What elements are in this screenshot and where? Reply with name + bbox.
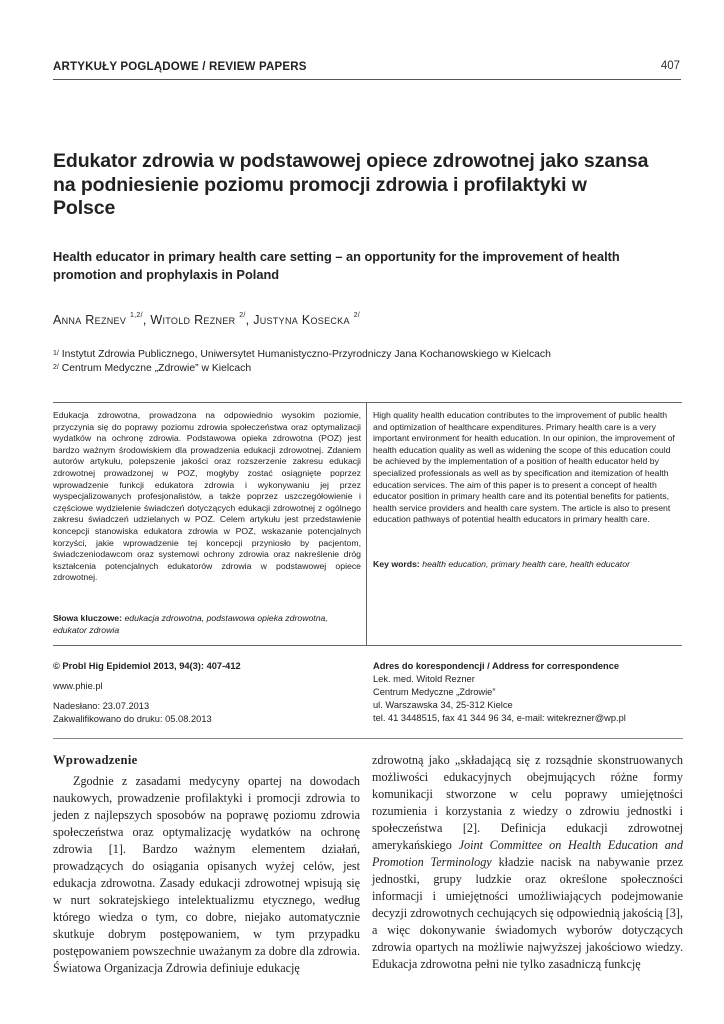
received-date: Nadesłano: 23.07.2013 [53,701,150,711]
correspondence-name: Lek. med. Witold Rezner [373,674,475,684]
keywords-en [373,559,682,571]
body-column-left [53,752,360,977]
body-text: zdrowotną jako „składającą się z rozsądnie skonstruowanych możliwości edukacyjnych obejmujących różne formy komunikacji stworzone w celu poprawy umiejętności rozumienia i korzystania z wiedzy o zdrowiu jednostki i społeczeństwa [2]. Definicja edukacji zdrowotnej amerykańskiego [372,753,683,852]
accepted-date: Zakwalifikowano do druku: 05.08.2013 [53,714,212,724]
abstract-divider [366,403,367,645]
keywords-label: Key words: [373,559,420,569]
author-affiliation-mark: 2/ [239,312,246,319]
keywords-pl [53,613,363,636]
author-affiliation-mark: 1,2/ [129,312,143,319]
page-number: 407 [660,60,680,72]
author-name: Anna Reznev [53,313,127,327]
abstract-en: High quality health education contributes to the improvement of public health and optimization of healthcare expenditures. Primary health care is a very important environment for health education. In our opinion, the improvement of health education quality as well as widening the scope of this education could be achieved by the implementation of a position of health educator held by specialized professionals as well as by specification and itemization of health education services. The aim of this paper is to present a concept of health educator position in primary health care and its potential benefits for patients, health service providers and health care system. The article is also to present education pathways of potential health educators in primary health care. [373,410,675,525]
header-divider [53,79,681,80]
correspondence-org: Centrum Medyczne „Zdrowie” [373,687,496,697]
author-name: Witold Rezner [150,313,236,327]
correspondence-contact: tel. 41 3448515, fax 41 344 96 34, e-mail: witekrezner@wp.pl [373,713,626,723]
abstract-box [53,402,682,646]
journal-citation: © Probl Hig Epidemiol 2013, 94(3): 407-412 [53,661,241,671]
author-list: Anna Reznev $^{1,2/}$, Witold Rezner $^{2/}$, Justyna Kosecka $^{2/}$ [53,312,361,327]
section-label: ARTYKUŁY POGLĄDOWE / REVIEW PAPERS [53,61,307,73]
abstract-pl: Edukacja zdrowotna, prowadzona na odpowiednio wysokim poziomie, przyczynia się do poprawy poziomu zdrowia społeczeństwa oraz optymalizacji wydatków na ochronę zdrowia. Podstawowa opieka zdrowotna (POZ) jest bardzo ważnym środowiskiem dla prowadzenia edukacji zdrowotnej. Zdaniem autorów artykułu, polepszenie jakości oraz rozszerzenie zakresu edukacji zdrowotnej prowadzonej w POZ, mogłyby zostać osiągnięte poprzez wprowadzenie funkcji edukatora zdrowia i wykonywaniu jej przez wyspecjalizowanych profesjonalistów, a także poprzez uszczegółowienie i częściowe wydzielenie świadczeń dotyczących edukacji zdrowotnej z ogólnego zakresu świadczeń udzielanych w POZ. Celem artykułu jest przedstawienie koncepcji stanowiska edukatora zdrowia w POZ, wskazanie potencjalnych korzyści, jakie wprowadzenie tej koncepcji przyniosło by pacjentom, świadczeniodawcom oraz systemowi ochrony zdrowia oraz nakreślenie dróg kształcenia potencjalnych edukatorów zdrowia w podstawowej opiece zdrowotnej. [53,410,361,583]
keywords-value: health education, primary health care, health educator [422,559,630,569]
journal-url[interactable]: www.phie.pl [53,681,103,691]
body-paragraph: Zgodnie z zasadami medycyny opartej na dowodach naukowych, prowadzenie profilaktyki i promocji zdrowia to jeden z najlepszych sposobów na poprawę poziomu zdrowia społeczeństwa oraz optymalizację wydatków na ochronę zdrowia [1]. Bardzo ważnym elementem działań, prowadzących do osiągania opisanych wyżej celów, jest edukacja zdrowotna. Zasady edukacji zdrowotnej wpisują się w nurt sokratejskiego intelektualizmu etycznego, według którego wiedza o tym, co dobre, niejako automatycznie skutkuje dobrym postępowaniem, w tym przypadku postępowaniem powszechnie uważanym za dobre dla zdrowia. Światowa Organizacja Zdrowia definiuje edukację [53,774,360,975]
body-text: kładzie nacisk na nabywanie przez jednostki, grupy ludzkie oraz określone społeczności informacji i umiejętności umożliwiających podejmowanie decyzji zdrowotnych cechujących się odpowiednią jakością [3], a więc dokonywanie świadomych wyborów dotyczących zdrowia opartych na możliwie najwyższej jakościowo wiedzy. Edukacja zdrowotna pełni nie tylko zasadniczą funkcję [372,855,684,971]
affiliation-mark: 1/ [53,350,59,357]
info-divider [53,738,683,739]
affiliation-mark: 2/ [53,364,59,371]
body-column-right [372,752,683,973]
article-title-pl: Edukator zdrowia w podstawowej opiece zdrowotnej jako szansa na podniesienie poziomu promocji zdrowia i profilaktyki w Polsce [53,150,649,219]
affiliation-list [53,348,551,376]
correspondence-street: ul. Warszawska 34, 25-312 Kielce [373,700,513,710]
citation-block [53,660,353,726]
keywords-value: edukacja zdrowotna, podstawowa opieka zdrowotna, edukator zdrowia [53,613,328,635]
correspondence-heading: Adres do korespondencji / Address for correspondence [373,661,620,671]
section-heading: Wprowadzenie [53,753,138,767]
term-italic: Joint Committee on Health Education and Promotion Terminology [372,838,683,869]
author-name: Justyna Kosecka [253,313,350,327]
correspondence-block [373,660,683,725]
author-affiliation-mark: 2/ [353,312,361,319]
affiliation-item [53,348,551,362]
keywords-label: Słowa kluczowe: [53,613,123,623]
affiliation-text: Centrum Medyczne „Zdrowie” w Kielcach [61,363,252,374]
affiliation-item [53,362,551,376]
affiliation-text: Instytut Zdrowia Publicznego, Uniwersytet Humanistyczno-Przyrodniczy Jana Kochanowskiego w Kielcach [61,349,551,360]
article-title-en: Health educator in primary health care setting – an opportunity for the improvement of health promotion and prophylaxis in Poland [53,249,620,282]
body-paragraph [372,752,683,973]
